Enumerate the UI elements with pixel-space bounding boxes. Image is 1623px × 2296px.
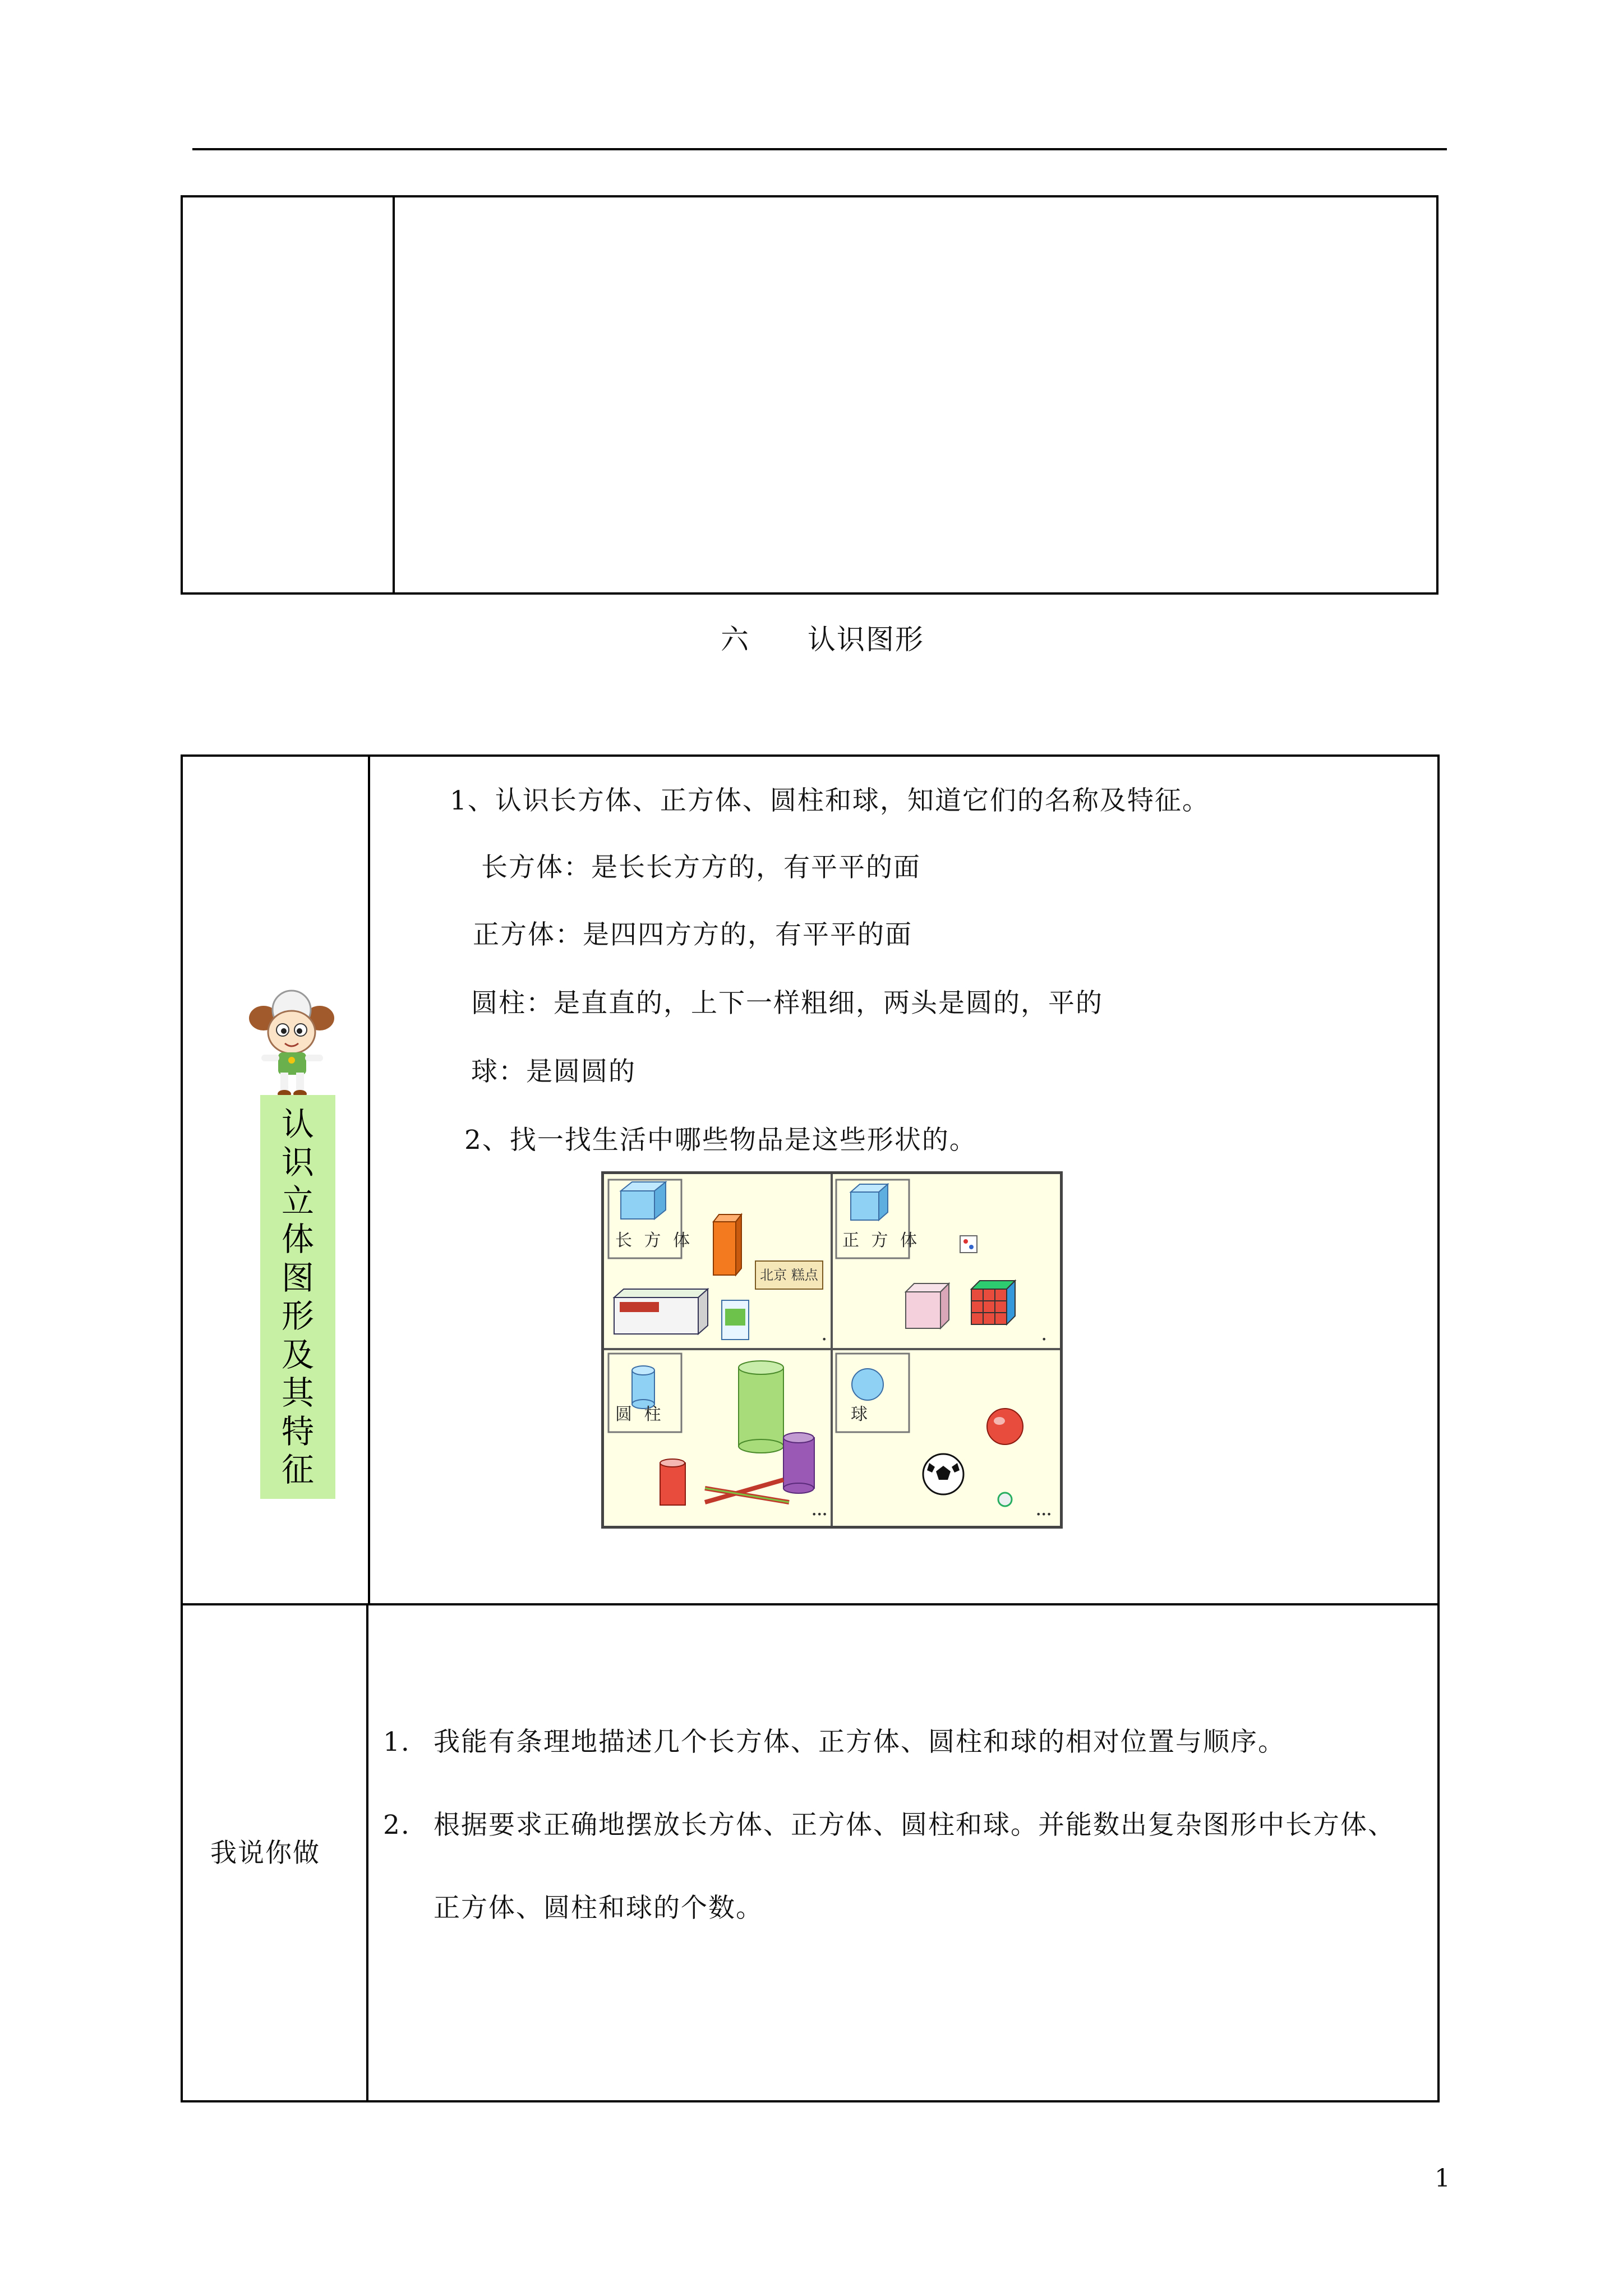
side-label-char: 形 [281, 1297, 314, 1336]
cuboid-description: 长方体：是长长方方的，有平平的面 [481, 852, 921, 883]
side-label-char: 认 [281, 1105, 314, 1143]
sphere-description: 球：是圆圆的 [471, 1056, 636, 1087]
side-label-char: 及 [281, 1335, 314, 1374]
shapes-illustration-svg [604, 1174, 1060, 1526]
block2-label: 我说你做 [210, 1838, 320, 1869]
main-table-row-divider [181, 1603, 1440, 1605]
cylinder-description: 圆柱：是直直的，上下一样粗细，两头是圆的，平的 [471, 988, 1103, 1019]
item-1-text: 我能有条理地描述几个长方体、正方体、圆柱和球的相对位置与顺序。 [434, 1727, 1285, 1757]
objective-line-2: 2、找一找生活中哪些物品是这些形状的。 [464, 1125, 977, 1156]
side-label-char: 征 [281, 1451, 314, 1489]
item-2-continuation: 正方体、圆柱和球的个数。 [434, 1893, 763, 1924]
objective-line-1: 1、认识长方体、正方体、圆柱和球，知道它们的名称及特征。 [450, 785, 1210, 816]
top-table-divider [393, 195, 395, 595]
side-label-char: 体 [281, 1220, 314, 1259]
item-2-text: 根据要求正确地摆放长方体、正方体、圆柱和球。并能数出复杂图形中长方体、 [434, 1810, 1395, 1841]
page-number: 1 [1435, 2164, 1450, 2193]
side-label-char: 其 [281, 1374, 314, 1412]
side-label-char: 特 [281, 1412, 314, 1451]
shapes-illustration [601, 1171, 1063, 1529]
snack-box-label: 北京 糕点 [760, 1267, 818, 1283]
svg-text:•••: ••• [1036, 1509, 1052, 1520]
cell-label-cube: 正 方 体 [842, 1231, 921, 1250]
cube-description: 正方体：是四四方方的，有平平的面 [473, 919, 912, 950]
main-table-column-divider-bottom [366, 1603, 368, 2102]
svg-text:•: • [822, 1334, 827, 1345]
main-table-column-divider-top [368, 754, 370, 1604]
side-label-char: 立 [281, 1181, 314, 1220]
sheep-mascot-icon [241, 987, 342, 1099]
svg-text:•••: ••• [811, 1509, 828, 1520]
header-rule [192, 148, 1447, 150]
section-title: 认识图形 [808, 623, 924, 656]
cell-label-cuboid: 长 方 体 [615, 1231, 694, 1250]
side-label-char: 识 [281, 1143, 314, 1182]
item-1-number: 1. [383, 1727, 411, 1757]
side-label-char: 图 [281, 1258, 314, 1297]
svg-text:•: • [1041, 1334, 1047, 1345]
cell-label-cylinder: 圆 柱 [615, 1405, 665, 1424]
section-number: 六 [721, 623, 750, 656]
cell-label-sphere: 球 [851, 1405, 871, 1424]
top-table [181, 195, 1438, 595]
side-label-3d-shapes [260, 1095, 335, 1499]
item-2-number: 2. [383, 1810, 411, 1841]
